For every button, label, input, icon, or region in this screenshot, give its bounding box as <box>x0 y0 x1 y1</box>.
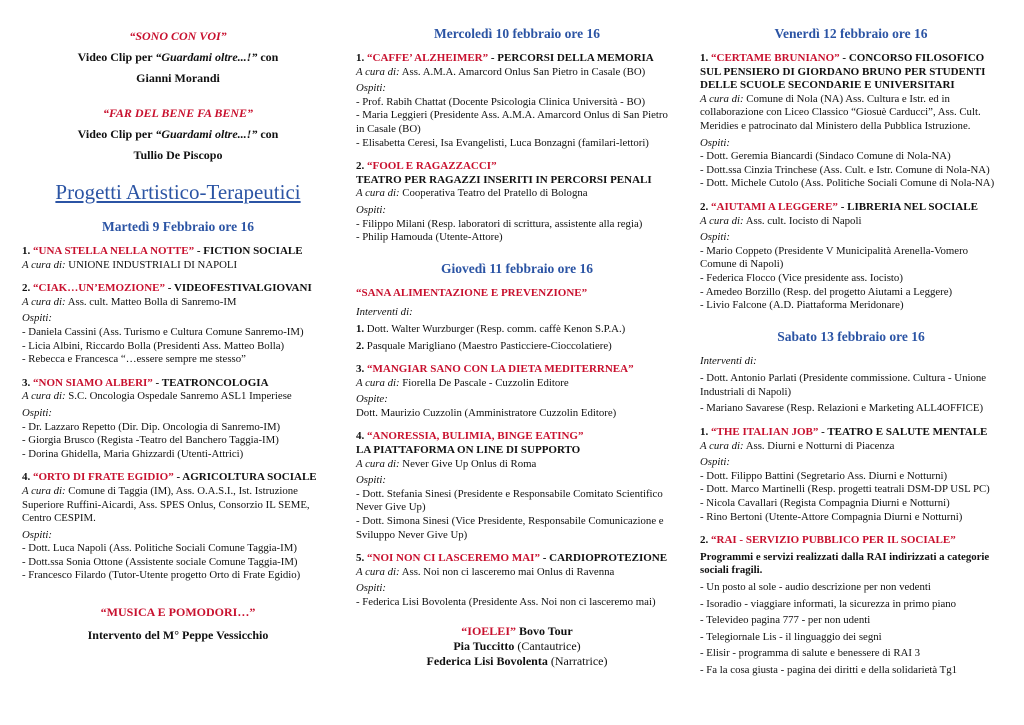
program-item <box>700 52 1002 191</box>
item-number: 2. <box>22 282 33 295</box>
guest-line: - Mario Coppeto (Presidente V Municipalità Arenella-Vomero Comune di Napoli) <box>700 244 969 271</box>
item-number: 5. <box>356 552 367 565</box>
sana-label: Interventi di: <box>356 306 413 319</box>
day-heading-friday: Venerdì 12 febbraio ore 16 <box>774 26 928 41</box>
speaker-name: Pasquale Marigliano (Maestro Pasticciere-Cioccolatiere) <box>364 339 612 352</box>
rai-program: - Telegiornale Lis - il linguaggio dei segni <box>700 630 882 643</box>
rai-list <box>700 581 1002 678</box>
item-title: “THE ITALIAN JOB” <box>711 426 819 439</box>
item-heading <box>22 471 334 485</box>
item-heading <box>700 201 1002 215</box>
item-number: 2. <box>356 160 367 173</box>
rai-program: - Televideo pagina 777 - per non udenti <box>700 614 871 627</box>
organizer-label: A cura di: <box>700 214 744 227</box>
organizer-value: S.C. Oncologia Ospedale Sanremo ASL1 Imperiese <box>65 390 292 403</box>
organizer-label: A cura di: <box>356 376 400 389</box>
rai-subtitle: Programmi e servizi realizzati dalla RAI indirizzati a categorie sociali fragili. <box>700 550 990 577</box>
item-category: - CONCORSO FILOSOFICO SUL PENSIERO DI GIORDANO BRUNO PER STUDENTI DELLE SCUOLE SECONDARIE E UNIVERSITARI <box>700 52 986 92</box>
guest-line: - Francesco Filardo (Tutor-Utente progetto Orto di Frate Egidio) <box>22 569 301 582</box>
day-heading-saturday: Sabato 13 febbraio ore 16 <box>777 328 925 344</box>
organizer-value: Ass. Noi non ci lasceremo mai Onlus di Ravenna <box>399 565 615 578</box>
guests-label: Ospiti: <box>356 82 386 95</box>
guest-line: - Dott.ssa Sonia Ottone (Assistente sociale Comune Taggia-IM) <box>22 555 298 568</box>
guest-line: - Dott. Stefania Sinesi (Presidente e Responsabile Comitato Scientifico Never Give Up) <box>356 487 663 514</box>
item-title: “ANORESSIA, BULIMIA, BINGE EATING” <box>367 430 584 443</box>
day-heading-wednesday: Mercoledì 10 febbraio ore 16 <box>434 26 600 41</box>
ioelei-performer-2: Federica Lisi Bovolenta (Narratrice) <box>426 653 608 668</box>
organizer-label: A cura di: <box>356 65 400 78</box>
item-title: “MANGIAR SANO CON LA DIETA MEDITERRNEA” <box>367 363 634 376</box>
musica-line: Intervento del M° Peppe Vessicchio <box>87 628 269 643</box>
program-item <box>356 552 678 609</box>
item-number: 4. <box>22 471 33 484</box>
guests-label: Ospiti: <box>700 231 730 244</box>
organizer-value: Comune di Taggia (IM), Ass. O.A.S.I., Ist. Istruzione Superiore Ruffini-Aicardi, Ass. SPES Onlus, Consorzio IL SEME, Centro CESPIM. <box>22 484 310 525</box>
sana-block <box>356 287 678 353</box>
tuesday-items <box>22 245 334 583</box>
item-heading <box>356 160 678 174</box>
organizer-value: Cooperativa Teatro del Pratello di Bologna <box>399 187 588 200</box>
item-title: “NON SIAMO ALBERI” <box>33 376 153 389</box>
saturday-interventi <box>700 355 1002 416</box>
guests-label: Ospiti: <box>22 406 52 419</box>
organizer-label: A cura di: <box>22 390 66 403</box>
guest-line: - Livio Falcone (A.D. Piattaforma Meridonare) <box>700 299 904 312</box>
item-title: “FOOL E RAGAZZACCI” <box>367 160 497 173</box>
rai-program: - Elisir - programma di salute e benessere di RAI 3 <box>700 647 921 660</box>
item-title: “NOI NON CI LASCEREMO MAI” <box>367 552 540 565</box>
item-number: 3. <box>356 363 367 376</box>
item-organizer <box>700 93 1002 134</box>
program-item <box>700 426 1002 524</box>
intro-artist-2: Tullio De Piscopo <box>133 148 223 162</box>
ioelei-block <box>356 624 678 669</box>
rai-program: - Un posto al sole - audio descrizione per non vedenti <box>700 581 931 593</box>
guest-line: - Philip Hamouda (Utente-Attore) <box>356 231 503 244</box>
item-number: 4. <box>356 430 367 443</box>
item-subtitle: LA PIATTAFORMA ON LINE DI SUPPORTO <box>356 444 581 457</box>
item-title: “UNA STELLA NELLA NOTTE” <box>33 245 195 257</box>
organizer-label: A cura di: <box>22 258 66 271</box>
guest-line: - Filippo Milani (Resp. laboratori di scrittura, assistente alla regia) <box>356 217 643 230</box>
day-heading-thursday: Giovedì 11 febbraio ore 16 <box>441 260 593 276</box>
item-organizer <box>700 215 1002 229</box>
section-title: Progetti Artistico-Terapeutici <box>55 180 301 204</box>
item-organizer <box>356 187 678 201</box>
item-organizer <box>700 440 1002 454</box>
organizer-value: Fiorella De Pascale - Cuzzolin Editore <box>399 376 569 389</box>
sana-speaker <box>356 340 678 354</box>
guests-label: Ospiti: <box>356 474 386 487</box>
item-category: - AGRICOLTURA SOCIALE <box>173 471 317 484</box>
guests-label: Ospiti: <box>22 312 52 325</box>
item-organizer <box>22 485 334 526</box>
sana-speaker <box>356 323 678 337</box>
guest-line: - Federica Lisi Bovolenta (Presidente Ass. Noi non ci lasceremo mai) <box>356 596 656 608</box>
guest-line: - Prof. Rabih Chattat (Docente Psicologia Clinica Università - BO) <box>356 95 646 108</box>
guest-line: - Dott. Michele Cutolo (Ass. Politiche Sociali Comune di Nola-NA) <box>700 177 995 190</box>
rai-title: 2. “RAI - SERVIZIO PUBBLICO PER IL SOCIALE” <box>700 534 956 547</box>
column-1 <box>22 26 334 643</box>
organizer-value: UNIONE INDUSTRIALI DI NAPOLI <box>65 258 238 271</box>
program-item <box>22 245 334 272</box>
guests-label: Ospiti: <box>356 203 386 216</box>
item-title: “CAFFE’ ALZHEIMER” <box>367 52 489 64</box>
wednesday-items <box>356 52 678 245</box>
organizer-label: A cura di: <box>356 187 400 200</box>
item-organizer <box>356 458 678 472</box>
item-heading <box>356 552 678 566</box>
speaker-number: 1. <box>356 322 365 335</box>
program-item <box>22 377 334 462</box>
item-organizer <box>22 296 334 310</box>
guest-line: - Rino Bertoni (Utente-Attore Compagnia Diurni e Notturni) <box>700 510 963 523</box>
item-category: - PERCORSI DELLA MEMORIA <box>488 52 654 64</box>
guests-label: Ospite: <box>356 393 388 406</box>
guest-line: - Giorgia Brusco (Regista -Teatro del Banchero Taggia-IM) <box>22 434 279 447</box>
guest-line: - Dott. Geremia Biancardi (Sindaco Comune di Nola-NA) <box>700 150 951 163</box>
item-heading <box>22 377 334 391</box>
guest-line: - Dott. Marco Martinelli (Resp. progetti teatrali DSM-DP USL PC) <box>700 483 990 496</box>
musica-block <box>22 605 334 643</box>
item-category: - TEATRO E SALUTE MENTALE <box>818 426 988 439</box>
item-heading <box>700 52 1002 93</box>
organizer-value: Ass. cult. Matteo Bolla di Sanremo-IM <box>65 295 237 308</box>
guest-line: - Amedeo Borzillo (Resp. del progetto Aiutami a Leggere) <box>700 285 953 298</box>
sana-title: “SANA ALIMENTAZIONE E PREVENZIONE” <box>356 286 588 299</box>
item-title: “CERTAME BRUNIANO” <box>711 52 840 64</box>
item-number: 1. <box>356 52 367 64</box>
organizer-label: A cura di: <box>356 457 400 470</box>
saturday-items <box>700 426 1002 524</box>
guest-line: - Licia Albini, Riccardo Bolla (Presidenti Ass. Matteo Bolla) <box>22 339 285 352</box>
sana-list <box>356 323 678 353</box>
item-title: “CIAK…UN’EMOZIONE” <box>33 282 166 295</box>
program-item <box>356 160 678 245</box>
rai-program: - Isoradio - viaggiare informati, la sicurezza in primo piano <box>700 597 957 610</box>
column-3 <box>700 26 1002 681</box>
program-item <box>700 201 1002 313</box>
item-heading <box>356 430 678 444</box>
speaker-name: Dott. Walter Wurzburger (Resp. comm. caffè Kenon S.P.A.) <box>364 322 626 335</box>
item-number: 2. <box>700 200 711 213</box>
intro-line-2: Video Clip per “Guardami oltre...!” con <box>77 127 279 141</box>
item-category: - CARDIOPROTEZIONE <box>539 552 668 565</box>
guest-line: - Nicola Cavallari (Regista Compagnia Diurni e Notturni) <box>700 497 950 510</box>
intro-title-1: “SONO CON VOI” <box>129 29 227 43</box>
intro-line-1: Video Clip per “Guardami oltre...!” con <box>77 50 279 64</box>
program-item <box>356 52 678 150</box>
organizer-label: A cura di: <box>356 565 400 578</box>
item-organizer <box>356 66 678 80</box>
rai-program: - Fa la cosa giusta - pagina dei diritti e della solidarietà Tg1 <box>700 663 958 676</box>
thursday-items <box>356 363 678 610</box>
item-organizer <box>356 566 678 580</box>
item-number: 1. <box>700 52 711 64</box>
interventi-label: Interventi di: <box>700 354 757 367</box>
organizer-label: A cura di: <box>22 484 66 497</box>
intervento-line: - Mariano Savarese (Resp. Relazioni e Marketing ALL4OFFICE) <box>700 402 984 415</box>
item-heading <box>700 426 1002 440</box>
column-2 <box>356 26 678 669</box>
item-category: - LIBRERIA NEL SOCIALE <box>837 200 978 213</box>
program-item <box>356 430 678 542</box>
musica-title: “MUSICA E POMODORI…” <box>100 605 256 620</box>
item-title: “ORTO DI FRATE EGIDIO” <box>33 471 174 484</box>
guest-line: - Rebecca e Francesca “…essere sempre me stesso” <box>22 353 246 366</box>
intervento-line: - Dott. Antonio Parlati (Presidente commissione. Cultura - Unione Industriali di Napoli) <box>700 372 987 398</box>
day-heading-tuesday: Martedì 9 Febbraio ore 16 <box>102 219 254 234</box>
speaker-number: 2. <box>356 339 365 352</box>
guest-line: - Dott.ssa Cinzia Trinchese (Ass. Cult. e Istr. Comune di Nola-NA) <box>700 163 990 176</box>
guests-label: Ospiti: <box>700 456 730 469</box>
guest-line: - Daniela Cassini (Ass. Turismo e Cultura Comune Sanremo-IM) <box>22 325 304 338</box>
item-organizer <box>356 377 678 391</box>
item-organizer <box>22 390 334 404</box>
organizer-value: Ass. A.M.A. Amarcord Onlus San Pietro in Casale (BO) <box>399 65 646 78</box>
organizer-label: A cura di: <box>700 439 744 452</box>
organizer-value: Ass. cult. Iocisto di Napoli <box>743 214 862 227</box>
guest-line: - Elisabetta Ceresi, Isa Evangelisti, Luca Bonzagni (familari-lettori) <box>356 136 649 149</box>
guest-line: - Dott. Filippo Battini (Segretario Ass. Diurni e Notturni) <box>700 469 948 482</box>
intro-title-2: “FAR DEL BENE FA BENE” <box>102 106 254 120</box>
item-number: 3. <box>22 376 33 389</box>
item-number: 1. <box>700 426 711 439</box>
guest-line: - Federica Flocco (Vice presidente ass. Iocisto) <box>700 271 903 284</box>
guest-line: - Dr. Lazzaro Repetto (Dir. Dip. Oncologia di Sanremo-IM) <box>22 420 281 433</box>
organizer-label: A cura di: <box>22 295 66 308</box>
organizer-value: Never Give Up Onlus di Roma <box>399 457 537 470</box>
item-title: “AIUTAMI A LEGGERE” <box>711 200 838 213</box>
item-category: - TEATRONCOLOGIA <box>152 376 269 389</box>
friday-items <box>700 52 1002 313</box>
guest-line: - Dott. Simona Sinesi (Vice Presidente, Responsabile Comunicazione e Sviluppo Never Give Up) <box>356 515 664 541</box>
intro-artist-1: Gianni Morandi <box>136 71 220 85</box>
program-item <box>22 282 334 367</box>
interventi-list <box>700 372 1002 416</box>
item-heading <box>22 245 334 259</box>
guest-line: - Dorina Ghidella, Maria Ghizzardi (Utenti-Attrici) <box>22 447 244 460</box>
item-organizer <box>22 259 334 273</box>
item-category: - FICTION SOCIALE <box>194 245 303 257</box>
guests-label: Ospiti: <box>356 582 386 595</box>
rai-block <box>700 534 1002 677</box>
item-heading <box>22 282 334 296</box>
guest-line: - Maria Leggieri (Presidente Ass. A.M.A. Amarcord Onlus di San Pietro in Casale (BO) <box>356 109 668 135</box>
item-heading <box>356 52 678 66</box>
guest-line: Dott. Maurizio Cuzzolin (Amministratore Cuzzolin Editore) <box>356 406 617 419</box>
program-item <box>356 363 678 420</box>
ioelei-title: “IOELEI” Bovo Tour <box>461 623 573 638</box>
item-heading <box>356 363 678 377</box>
guests-label: Ospiti: <box>700 136 730 149</box>
program-item <box>22 471 334 583</box>
intro-block <box>22 26 334 166</box>
item-number: 1. <box>22 245 33 257</box>
guest-line: - Dott. Luca Napoli (Ass. Politiche Sociali Comune Taggia-IM) <box>22 542 297 555</box>
item-category: - VIDEOFESTIVALGIOVANI <box>165 282 312 295</box>
organizer-value: Comune di Nola (NA) Ass. Cultura e Istr. ed in collaborazione con Liceo Classico “Giosuè Carducci”, Ass. Cult. Meridies e patrocinato dal Ministero della Pubblica Istruzione. <box>700 92 981 132</box>
organizer-label: A cura di: <box>700 92 744 105</box>
guests-label: Ospiti: <box>22 528 52 541</box>
item-subtitle: TEATRO PER RAGAZZI INSERITI IN PERCORSI PENALI <box>356 173 652 186</box>
organizer-value: Ass. Diurni e Notturni di Piacenza <box>743 439 895 452</box>
ioelei-performer-1: Pia Tuccitto (Cantautrice) <box>453 638 581 653</box>
